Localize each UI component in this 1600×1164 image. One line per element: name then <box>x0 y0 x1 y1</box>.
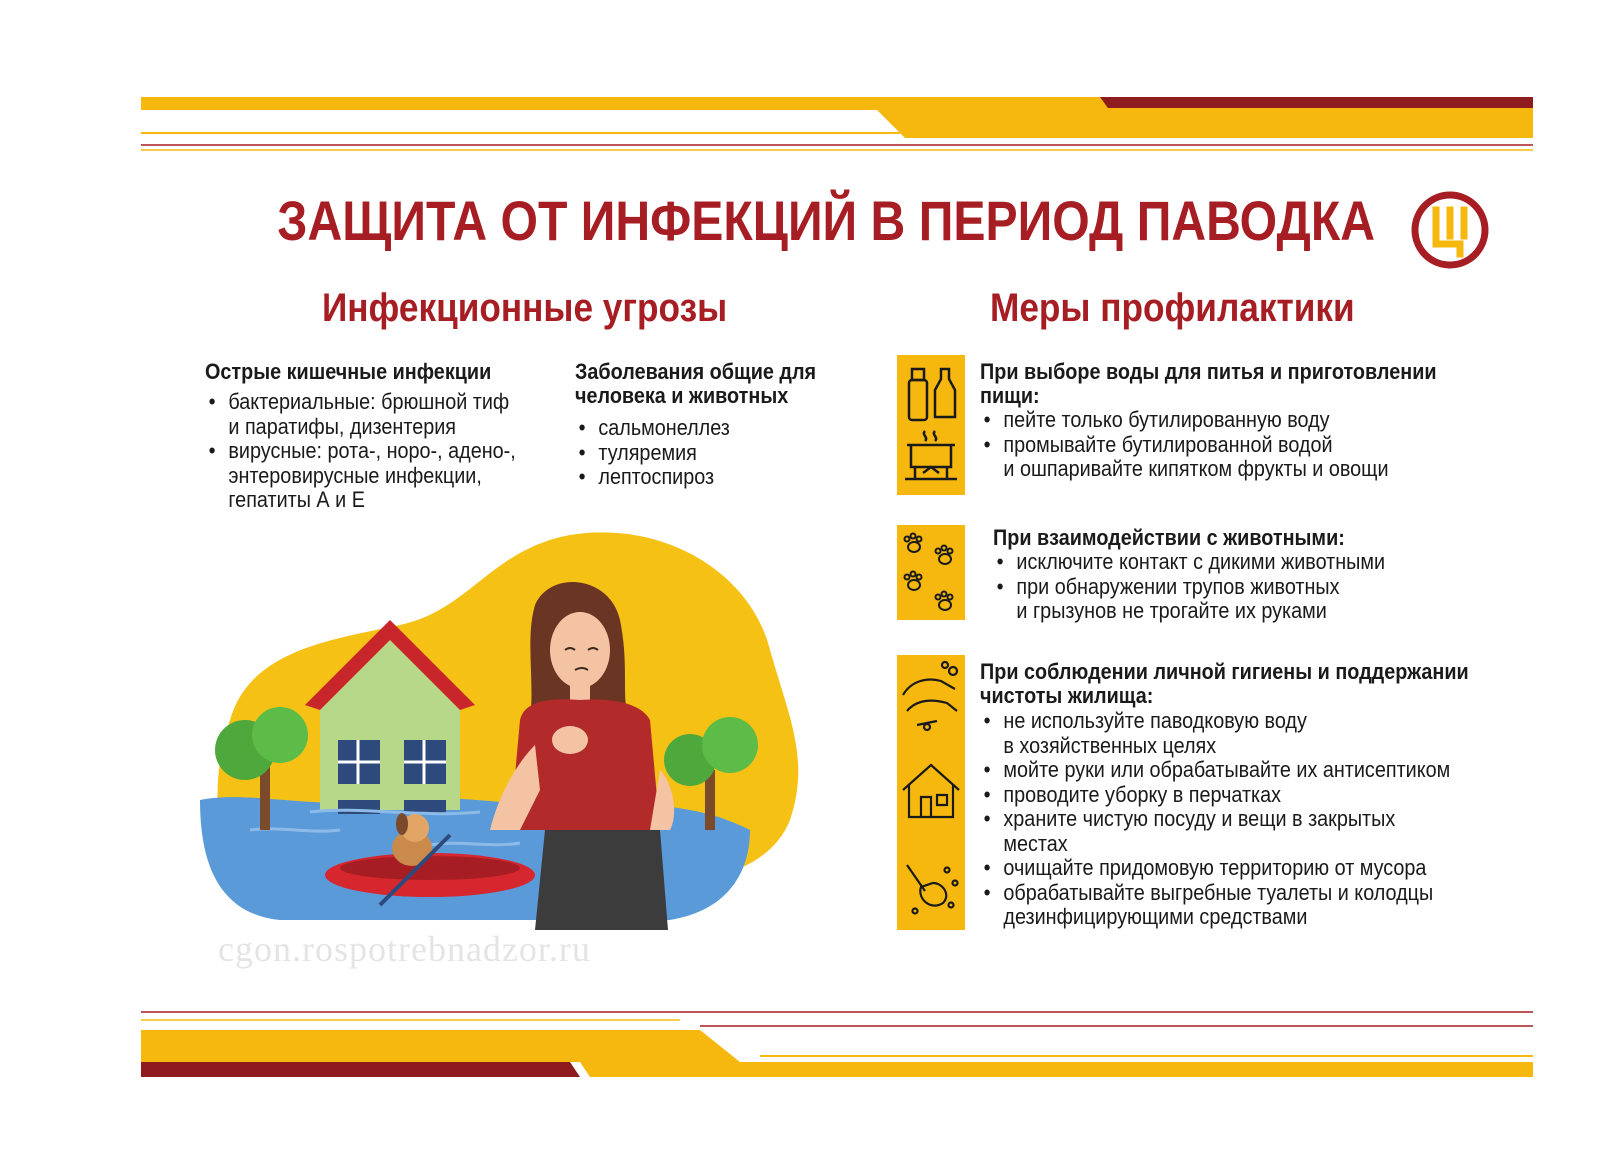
list-item: • сальмонеллез <box>575 416 730 441</box>
water-food-heading: При выборе воды для питья и приготовлении пищи: <box>980 359 1437 408</box>
list-item: • проводите уборку в перчатках <box>980 783 1450 808</box>
list-item: • мойте руки или обрабатывайте их антисептиком <box>980 758 1450 783</box>
threats-heading: Инфекционные угрозы <box>322 286 728 330</box>
website-watermark: cgon.rospotrebnadzor.ru <box>218 929 591 969</box>
list-item: • при обнаружении трупов животных и грызунов не трогайте их руками <box>993 575 1385 624</box>
hygiene-heading: При соблюдении личной гигиены и поддержании чистоты жилища: <box>980 659 1469 708</box>
list-item: • туляремия <box>575 441 730 466</box>
animals-list <box>993 550 1385 624</box>
flood-illustration <box>190 530 820 950</box>
animals-heading: При взаимодействии с животными: <box>993 525 1345 550</box>
list-item: • не используйте паводковую воду в хозяйственных целях <box>980 709 1450 758</box>
intestinal-infections-list <box>205 390 516 513</box>
list-item: • очищайте придомовую территорию от мусора <box>980 856 1450 881</box>
water-food-list <box>980 408 1389 482</box>
list-item: • промывайте бутилированной водой и ошпаривайте кипятком фрукты и овощи <box>980 433 1389 482</box>
prevention-heading: Меры профилактики <box>990 286 1355 330</box>
list-item: • пейте только бутилированную воду <box>980 408 1389 433</box>
zoonoses-heading: Заболевания общие для человека и животных <box>575 359 817 408</box>
top-decorative-bands <box>0 0 1600 160</box>
list-item: • исключите контакт с дикими животными <box>993 550 1385 575</box>
list-item: • бактериальные: брюшной тиф и паратифы, дизентерия <box>205 390 516 439</box>
hygiene-list <box>980 709 1450 930</box>
list-item: • обрабатывайте выгребные туалеты и колодцы дезинфицирующими средствами <box>980 881 1450 930</box>
hygiene-hands-house-cleaning-icon <box>897 655 965 930</box>
list-item: • храните чистую посуду и вещи в закрытых местах <box>980 807 1450 856</box>
intestinal-infections-heading: Острые кишечные инфекции <box>205 359 492 384</box>
zoonoses-list <box>575 416 730 490</box>
list-item: • лептоспироз <box>575 465 730 490</box>
bottles-and-pot-icon <box>897 355 965 495</box>
rospotrebnadzor-logo <box>1410 190 1490 270</box>
list-item: • вирусные: рота-, норо-, адено-, энтеровирусные инфекции, гепатиты А и Е <box>205 439 516 513</box>
page-title: ЗАЩИТА ОТ ИНФЕКЦИЙ В ПЕРИОД ПАВОДКА <box>277 189 1375 252</box>
paw-prints-icon <box>897 525 965 620</box>
